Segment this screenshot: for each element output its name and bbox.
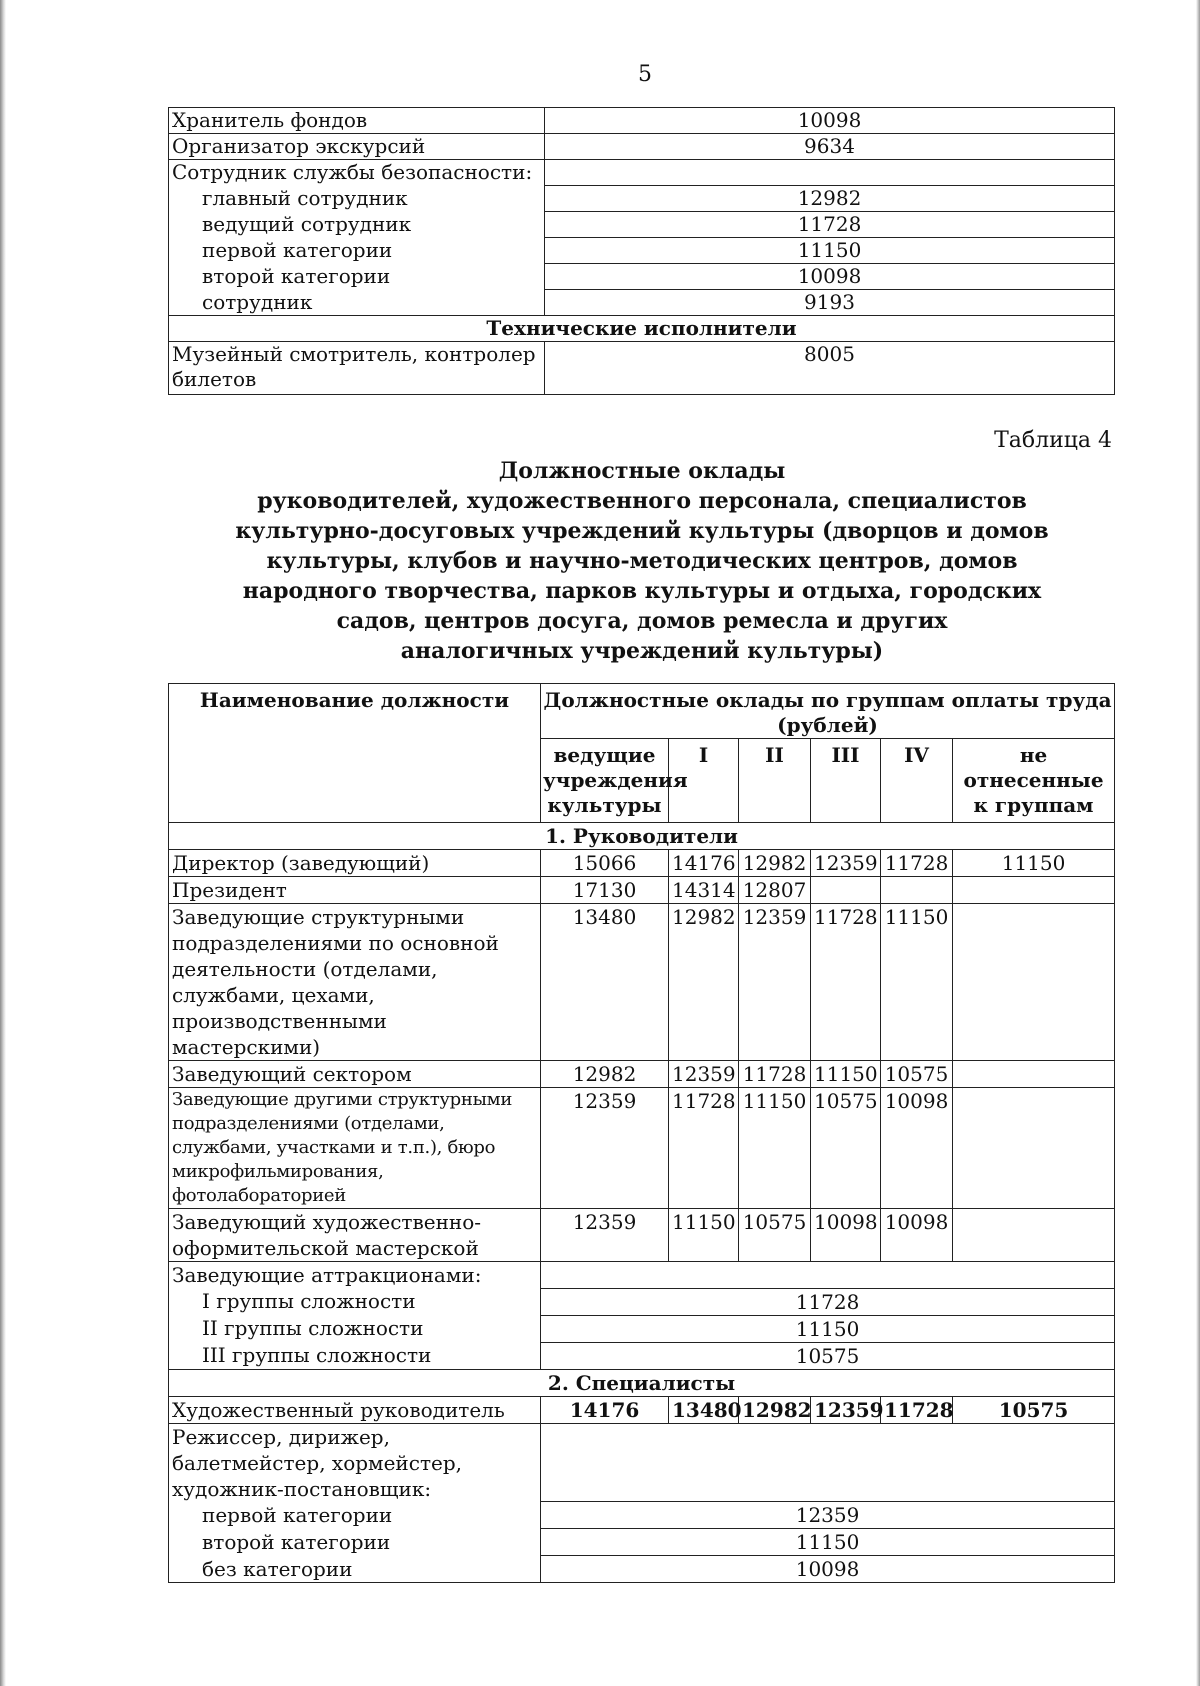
salary-value: 8005 (545, 342, 1115, 395)
table-row (169, 1502, 1115, 1529)
table-row (169, 1342, 1115, 1369)
table-row (169, 1396, 1115, 1423)
table-row (169, 290, 1115, 316)
position-name: Директор (заведующий) (169, 850, 541, 877)
table-row (169, 904, 1115, 1061)
salary-value: 13480 (669, 1396, 739, 1423)
position-name: без категории (169, 1556, 541, 1583)
position-name: главный сотрудник (169, 186, 545, 212)
salary-value (545, 160, 1115, 186)
salary-value: 15066 (541, 850, 669, 877)
table-row (169, 1423, 1115, 1502)
table-row (169, 1088, 1115, 1209)
position-name: первой категории (169, 1502, 541, 1529)
header-group-3: III (811, 739, 881, 823)
salary-value: 10575 (541, 1342, 1115, 1369)
section-row (169, 823, 1115, 850)
table-row (169, 877, 1115, 904)
header-leading: ведущие учреждения культуры (541, 739, 669, 823)
salary-value: 11728 (811, 904, 881, 1061)
position-group-name: Сотрудник службы безопасности: (169, 160, 545, 186)
salary-value: 10098 (881, 1088, 953, 1209)
salary-value: 12359 (541, 1088, 669, 1209)
salary-value: 10098 (541, 1556, 1115, 1583)
salary-value (881, 877, 953, 904)
title-line: Должностные оклады (498, 458, 786, 484)
position-name: второй категории (169, 264, 545, 290)
salary-value (953, 1088, 1115, 1209)
salary-value: 12359 (541, 1209, 669, 1262)
salary-value: 12359 (811, 1396, 881, 1423)
title-line: культурно-досуговых учреждений культуры (дворцов и домов (235, 518, 1049, 544)
position-name: Художественный руководитель (169, 1396, 541, 1423)
position-group-name: Режиссер, дирижер, балетмейстер, хормейстер, художник-постановщик: (169, 1423, 541, 1502)
salary-value: 13480 (541, 904, 669, 1061)
table-row (169, 212, 1115, 238)
salary-value: 11728 (881, 850, 953, 877)
position-name: I группы сложности (169, 1288, 541, 1315)
salary-value: 11728 (881, 1396, 953, 1423)
title-line: народного творчества, парков культуры и отдыха, городских (242, 578, 1042, 604)
table-caption: Таблица 4 (994, 428, 1112, 453)
salary-value: 10098 (545, 108, 1115, 134)
section-row (169, 316, 1115, 342)
salary-value: 12359 (811, 850, 881, 877)
top-salary-table (168, 107, 1115, 395)
position-name: II группы сложности (169, 1315, 541, 1342)
table-row (169, 160, 1115, 186)
salary-value: 14176 (669, 850, 739, 877)
section-title: 2. Специалисты (169, 1369, 1115, 1396)
salary-value: 10098 (545, 264, 1115, 290)
table-row (169, 1288, 1115, 1315)
salary-value: 11150 (739, 1088, 811, 1209)
position-name: Президент (169, 877, 541, 904)
scan-edge-right (1196, 0, 1200, 1686)
position-name: Организатор экскурсий (169, 134, 545, 160)
position-name: Заведующий сектором (169, 1061, 541, 1088)
salary-value: 11150 (669, 1209, 739, 1262)
salary-value: 10575 (881, 1061, 953, 1088)
salary-value: 10575 (739, 1209, 811, 1262)
salary-value: 11150 (541, 1529, 1115, 1556)
salary-value: 11150 (541, 1315, 1115, 1342)
header-group-4: IV (881, 739, 953, 823)
position-name: Заведующие другими структурными подразделениями (отделами, службами, участками и т.п.), бюро микрофильмирования, фотолабораторией (169, 1088, 541, 1209)
salary-value (953, 1061, 1115, 1088)
salary-value: 11728 (541, 1288, 1115, 1315)
position-name: второй категории (169, 1529, 541, 1556)
salary-value (953, 877, 1115, 904)
table-row (169, 1262, 1115, 1289)
salary-value: 14176 (541, 1396, 669, 1423)
salary-value: 9634 (545, 134, 1115, 160)
empty-cell (541, 1423, 1115, 1502)
table-row (169, 108, 1115, 134)
salary-value: 9193 (545, 290, 1115, 316)
position-name: Хранитель фондов (169, 108, 545, 134)
title-line: аналогичных учреждений культуры) (400, 638, 884, 664)
salary-value: 11728 (739, 1061, 811, 1088)
table-title (210, 456, 1074, 666)
table-row (169, 264, 1115, 290)
page-number: 5 (638, 62, 652, 87)
salary-value: 10098 (881, 1209, 953, 1262)
main-salary-table (168, 683, 1115, 1583)
title-line: культуры, клубов и научно-методических центров, домов (266, 548, 1018, 574)
table-row (169, 1061, 1115, 1088)
header-salaries: Должностные оклады по группам оплаты труда (рублей) (541, 684, 1115, 739)
salary-value: 12359 (541, 1502, 1115, 1529)
header-group-1: I (669, 739, 739, 823)
salary-value (953, 1209, 1115, 1262)
header-no-group: не отнесенные к группам (953, 739, 1115, 823)
table-row (169, 850, 1115, 877)
position-name: Музейный смотритель, контролер билетов (169, 342, 545, 395)
salary-value: 14314 (669, 877, 739, 904)
table-row (169, 1556, 1115, 1583)
salary-value (953, 904, 1115, 1061)
salary-value: 12982 (669, 904, 739, 1061)
salary-value: 12359 (739, 904, 811, 1061)
position-name: III группы сложности (169, 1342, 541, 1369)
section-title: Технические исполнители (169, 316, 1115, 342)
salary-value (811, 877, 881, 904)
table-row (169, 342, 1115, 395)
section-row (169, 1369, 1115, 1396)
table-row (169, 134, 1115, 160)
position-group-name: Заведующие аттракционами: (169, 1262, 541, 1289)
salary-value: 12982 (545, 186, 1115, 212)
scan-edge-left (0, 0, 6, 1686)
title-line: садов, центров досуга, домов ремесла и других (336, 608, 948, 634)
salary-value: 11150 (811, 1061, 881, 1088)
salary-value: 10575 (811, 1088, 881, 1209)
table-row (169, 1315, 1115, 1342)
salary-value: 10098 (811, 1209, 881, 1262)
position-name: первой категории (169, 238, 545, 264)
table-row (169, 1209, 1115, 1262)
position-name: сотрудник (169, 290, 545, 316)
salary-value: 11150 (881, 904, 953, 1061)
salary-value: 12982 (739, 850, 811, 877)
salary-value: 11728 (545, 212, 1115, 238)
salary-value: 11150 (953, 850, 1115, 877)
table-row (169, 186, 1115, 212)
title-line: руководителей, художественного персонала, специалистов (257, 488, 1027, 514)
section-title: 1. Руководители (169, 823, 1115, 850)
table-row (169, 238, 1115, 264)
salary-value: 10575 (953, 1396, 1115, 1423)
header-position: Наименование должности (169, 684, 541, 823)
salary-value: 11150 (545, 238, 1115, 264)
header-group-2: II (739, 739, 811, 823)
salary-value: 12982 (541, 1061, 669, 1088)
header-row (169, 684, 1115, 739)
salary-value: 17130 (541, 877, 669, 904)
salary-value: 12807 (739, 877, 811, 904)
position-name: Заведующие структурными подразделениями по основной деятельности (отделами, службами, цехами, производственными мастерскими) (169, 904, 541, 1061)
position-name: ведущий сотрудник (169, 212, 545, 238)
table-row (169, 1529, 1115, 1556)
salary-value: 12359 (669, 1061, 739, 1088)
position-name: Заведующий художественно-оформительской мастерской (169, 1209, 541, 1262)
salary-value: 12982 (739, 1396, 811, 1423)
salary-value: 11728 (669, 1088, 739, 1209)
empty-cell (541, 1262, 1115, 1289)
